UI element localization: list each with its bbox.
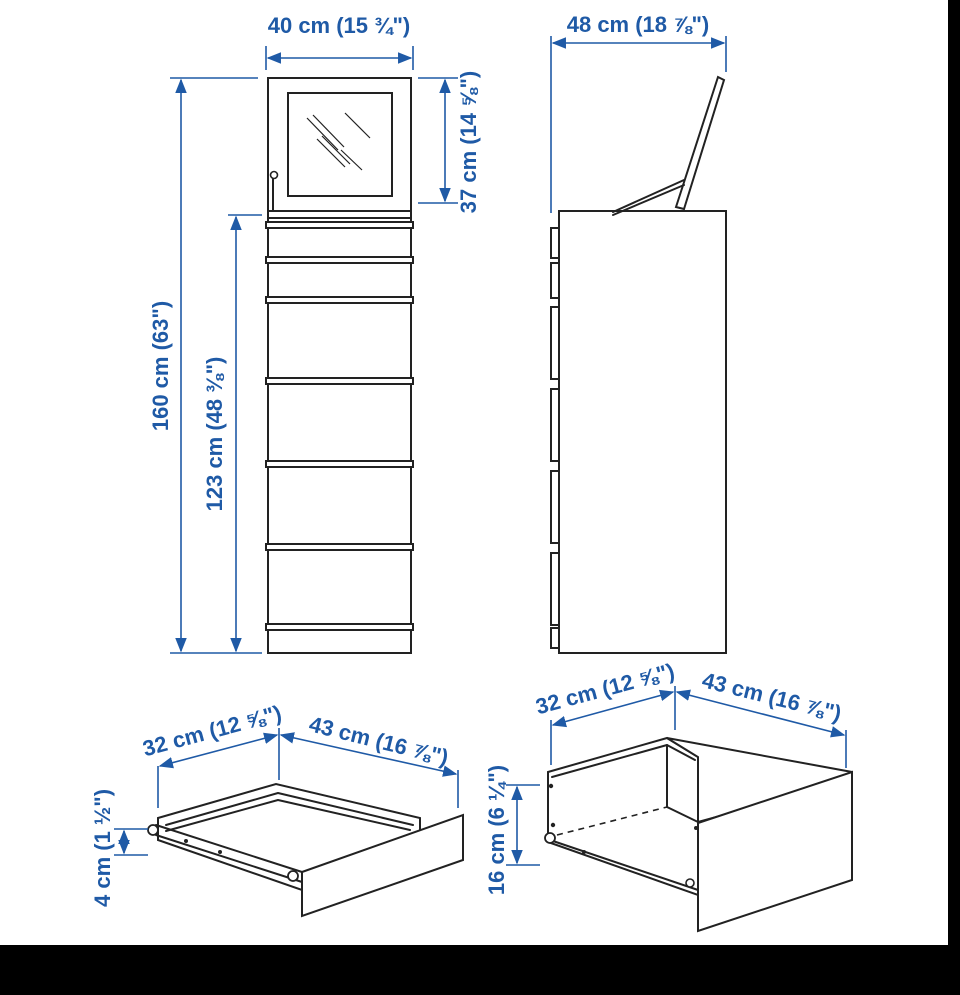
large-drawer-height-label: 16 cm (6 ¼") <box>484 764 509 896</box>
side-cabinet-body <box>559 211 726 653</box>
small-drawer-height-label: 4 cm (1 ½") <box>90 788 115 908</box>
side-drawer-fronts <box>551 228 559 648</box>
mirror-height-label: 37 cm (14 ⅝") <box>456 70 481 214</box>
bottom-border <box>0 945 960 995</box>
side-depth-label: 48 cm (18 ⅞") <box>566 12 710 37</box>
total-height-label: 160 cm (63") <box>148 300 173 432</box>
cabinet-body <box>268 211 411 653</box>
small-drawer-depth-label: 43 cm (16 ⅞") <box>306 711 451 771</box>
base-height-label: 123 cm (48 ⅜") <box>202 356 227 512</box>
small-drawer-width-label: 32 cm (12 ⅝") <box>139 700 285 762</box>
front-width-label: 40 cm (15 ¾") <box>267 13 411 38</box>
large-drawer-depth-label: 43 cm (16 ⅞") <box>699 667 844 727</box>
large-drawer-width-label: 32 cm (12 ⅝") <box>532 658 678 720</box>
right-border <box>948 0 960 995</box>
mirror-glass <box>288 93 392 196</box>
